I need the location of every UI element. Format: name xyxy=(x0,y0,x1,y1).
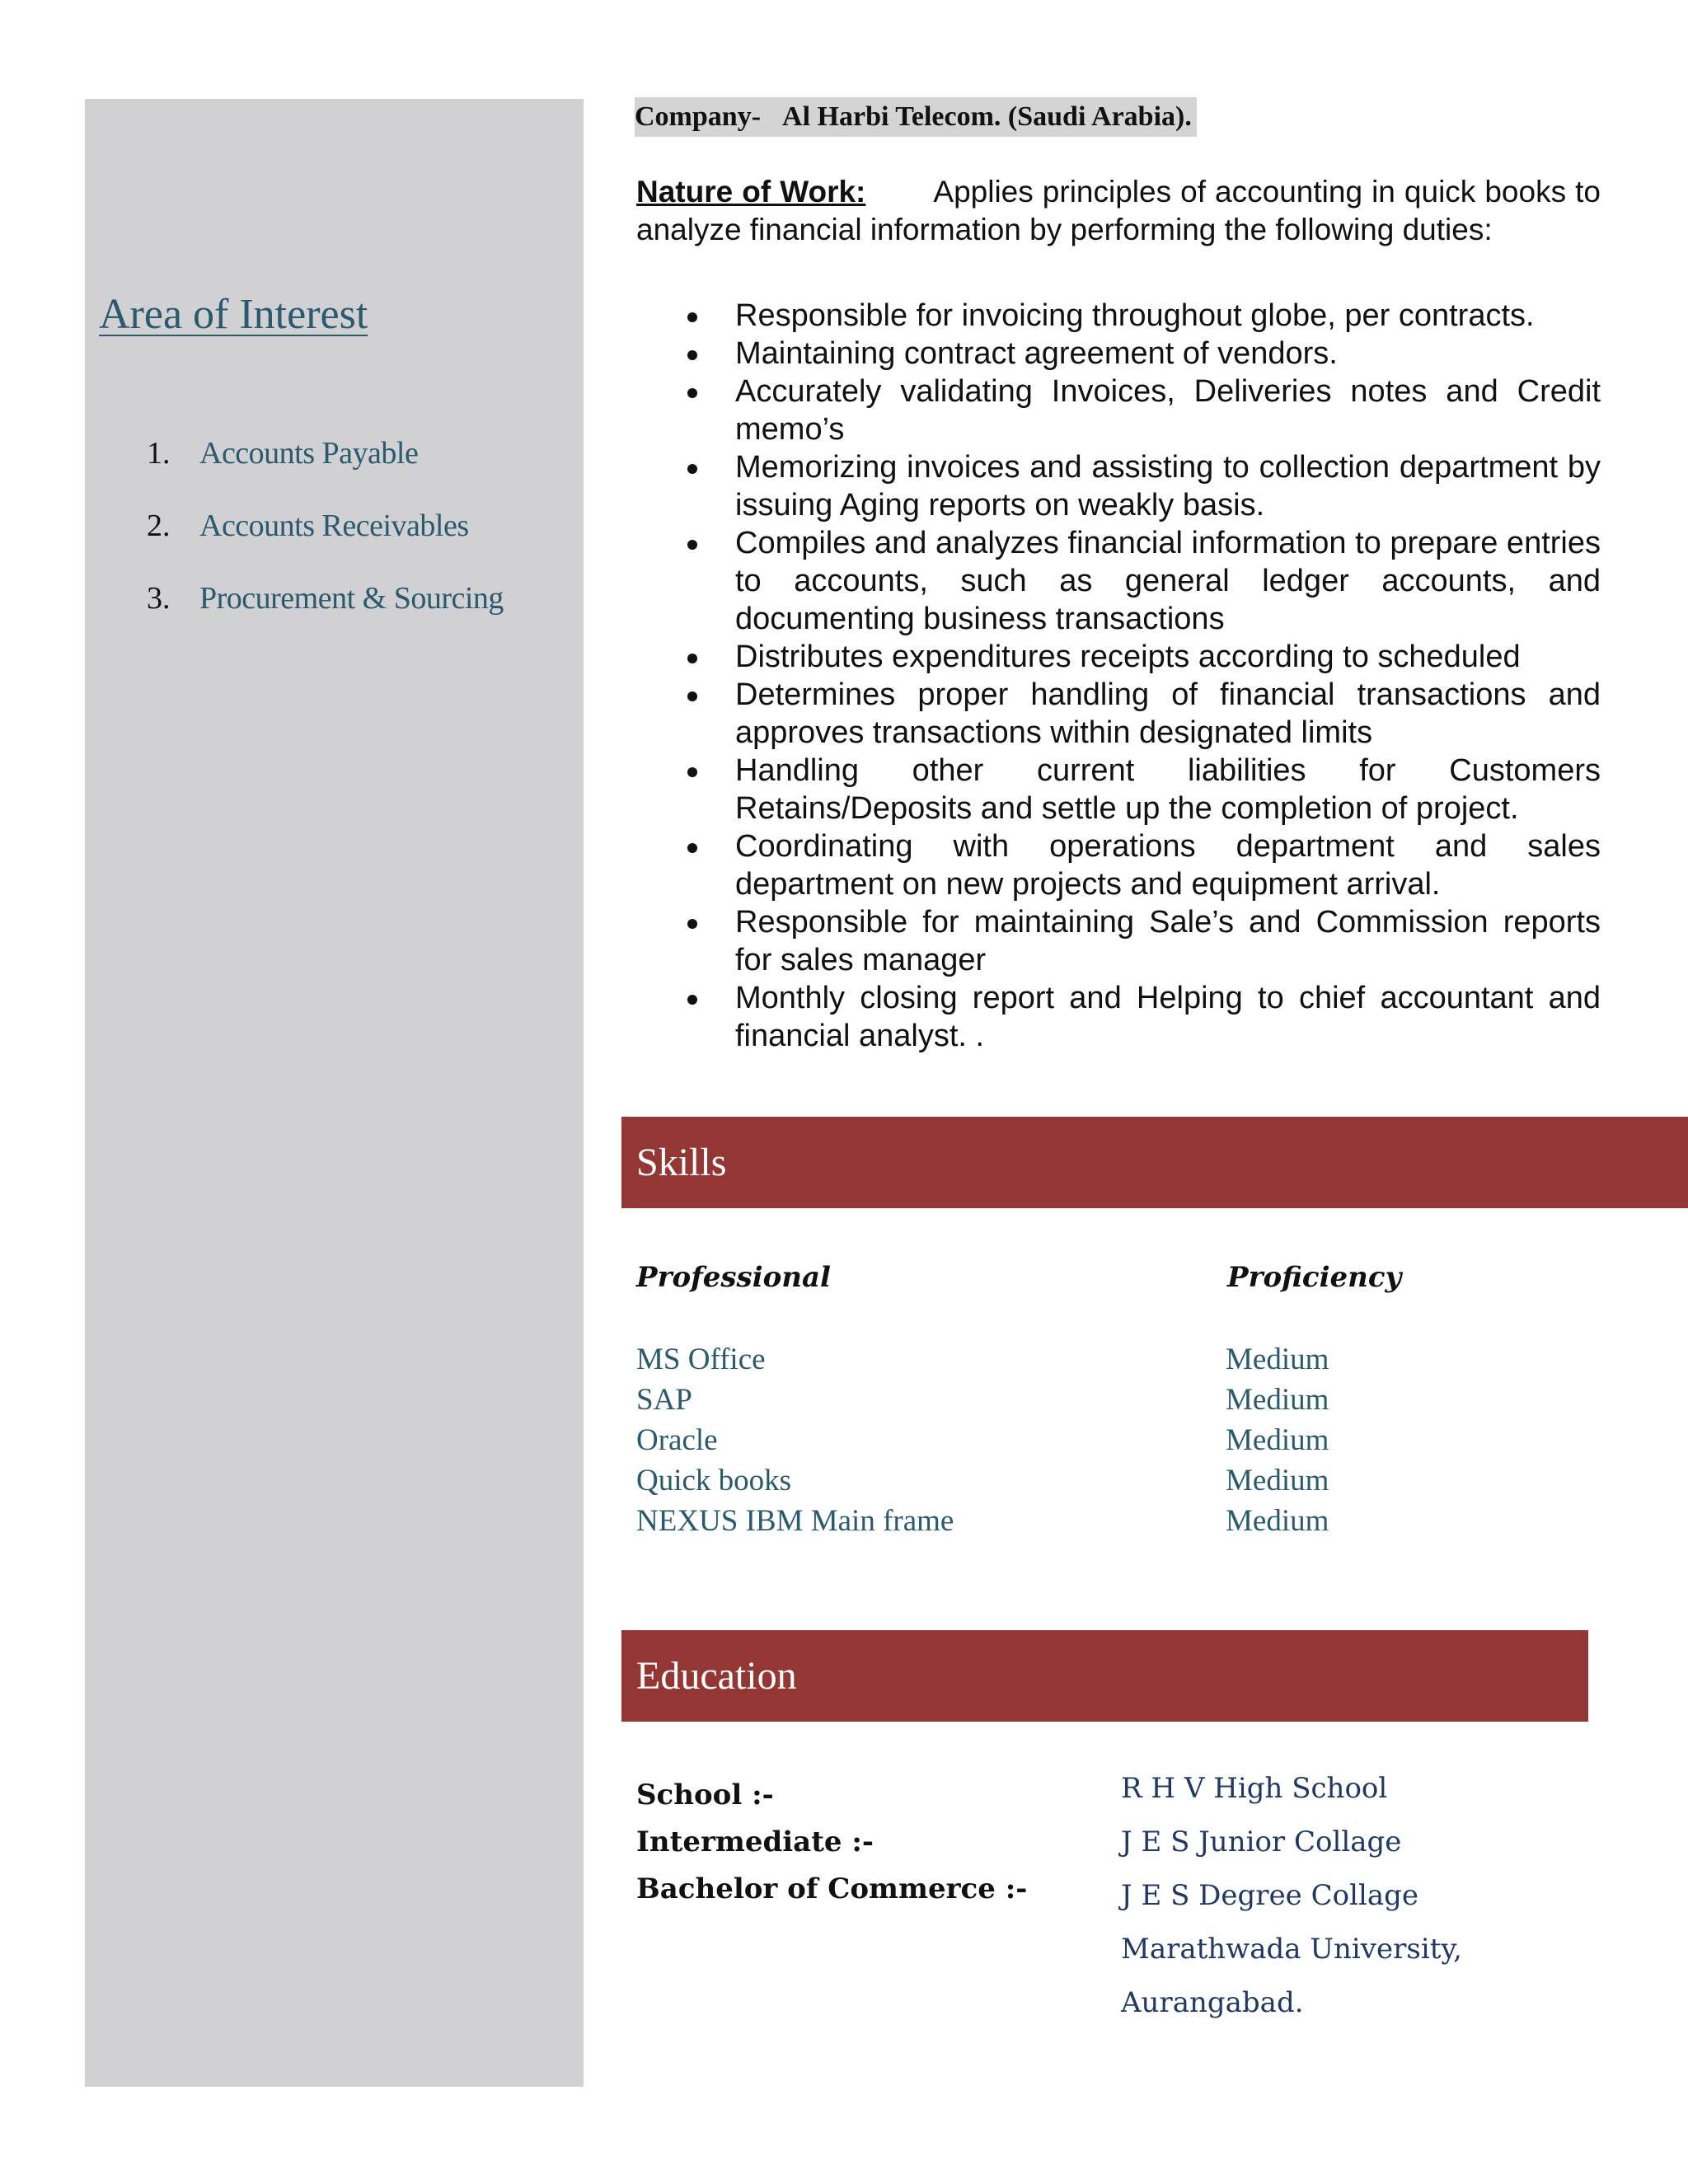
list-item xyxy=(636,903,1601,979)
duties-list xyxy=(636,297,1601,1055)
company-line xyxy=(635,97,1197,137)
education-value: R H V High School xyxy=(1121,1772,1388,1805)
list-item xyxy=(636,676,1601,752)
bullet-icon xyxy=(687,919,697,929)
skill-level: Medium xyxy=(1226,1343,1329,1376)
bullet-icon xyxy=(687,691,697,701)
education-heading-band xyxy=(621,1630,1588,1722)
duty-text: Memorizing invoices and assisting to collection department by issuing Aging reports on weakly basis. xyxy=(735,450,1601,523)
list-item xyxy=(636,448,1601,524)
list-item xyxy=(636,827,1601,903)
duty-text: Coordinating with operations department and sales department on new projects and equipment arrival. xyxy=(735,829,1601,902)
list-item xyxy=(636,373,1601,448)
education-value: J E S Degree Collage xyxy=(1121,1879,1419,1912)
interest-label: Accounts Payable xyxy=(199,436,419,471)
list-item xyxy=(147,508,504,580)
area-of-interest-title: Area of Interest xyxy=(99,291,368,338)
education-label: Intermediate :- xyxy=(636,1825,874,1858)
education-value: J E S Junior Collage xyxy=(1121,1825,1402,1858)
list-item xyxy=(636,524,1601,638)
duty-text: Distributes expenditures receipts according to scheduled xyxy=(735,640,1521,674)
list-number: 2. xyxy=(147,509,171,543)
list-item xyxy=(147,580,504,653)
list-item xyxy=(636,335,1601,373)
education-label: School :- xyxy=(636,1779,774,1811)
education-labels xyxy=(636,1779,1027,1919)
sidebar-panel xyxy=(85,99,584,2087)
education-label: Bachelor of Commerce :- xyxy=(636,1872,1028,1905)
skill-level: Medium xyxy=(1226,1464,1329,1497)
duty-text: Responsible for invoicing throughout globe, per contracts. xyxy=(735,298,1535,333)
bullet-icon xyxy=(687,350,697,360)
nature-of-work xyxy=(636,173,1601,249)
duty-text: Compiles and analyzes financial information to prepare entries to accounts, such as general ledger accounts, and documenting business transactions xyxy=(735,526,1601,636)
list-item xyxy=(636,638,1601,676)
list-number: 1. xyxy=(147,436,171,471)
bullet-icon xyxy=(687,843,697,853)
skill-level: Medium xyxy=(1226,1504,1329,1538)
bullet-icon xyxy=(687,540,697,550)
skill-levels xyxy=(1226,1343,1329,1545)
list-number: 3. xyxy=(147,581,171,616)
skill-name: SAP xyxy=(636,1383,692,1417)
skill-level: Medium xyxy=(1226,1423,1329,1457)
skill-name: Quick books xyxy=(636,1464,792,1497)
duty-text: Determines proper handling of financial transactions and approves transactions within designated limits xyxy=(735,677,1601,750)
duty-text: Handling other current liabilities for Customers Retains/Deposits and settle up the completion of project. xyxy=(735,753,1601,826)
company-name: Al Harbi Telecom. (Saudi Arabia). xyxy=(782,101,1192,132)
skill-name: MS Office xyxy=(636,1343,766,1376)
bullet-icon xyxy=(687,312,697,322)
interest-label: Procurement & Sourcing xyxy=(199,581,504,616)
skills-heading: Skills xyxy=(636,1141,727,1184)
duty-text: Accurately validating Invoices, Deliveries notes and Credit memo’s xyxy=(735,374,1601,447)
nature-of-work-text: Applies principles of accounting in quick books to analyze financial information by performing the following duties: xyxy=(636,175,1601,246)
education-heading: Education xyxy=(636,1654,797,1698)
skill-names xyxy=(636,1343,954,1545)
nature-of-work-label: Nature of Work: xyxy=(636,175,866,209)
bullet-icon xyxy=(687,767,697,777)
bullet-icon xyxy=(687,995,697,1005)
proficiency-column-header: Proficiency xyxy=(1227,1261,1402,1294)
bullet-icon xyxy=(687,464,697,474)
list-item xyxy=(636,752,1601,827)
skills-heading-band xyxy=(621,1117,1688,1208)
area-of-interest-list xyxy=(147,435,504,653)
education-value: Marathwada University, xyxy=(1121,1933,1462,1966)
duty-text: Maintaining contract agreement of vendors. xyxy=(735,336,1338,371)
education-value: Aurangabad. xyxy=(1121,1986,1304,2019)
skill-name: Oracle xyxy=(636,1423,718,1457)
skill-level: Medium xyxy=(1226,1383,1329,1417)
bullet-icon xyxy=(687,388,697,398)
list-item xyxy=(636,297,1601,335)
company-label: Company- xyxy=(635,101,762,132)
professional-column-header: Professional xyxy=(636,1261,831,1294)
list-item xyxy=(636,979,1601,1055)
education-values xyxy=(1121,1772,1462,2040)
interest-label: Accounts Receivables xyxy=(199,509,469,543)
duty-text: Responsible for maintaining Sale’s and Commission reports for sales manager xyxy=(735,905,1601,977)
skill-name: NEXUS IBM Main frame xyxy=(636,1504,954,1538)
duty-text: Monthly closing report and Helping to chief accountant and financial analyst. . xyxy=(735,981,1601,1053)
bullet-icon xyxy=(687,654,697,663)
list-item xyxy=(147,435,504,508)
